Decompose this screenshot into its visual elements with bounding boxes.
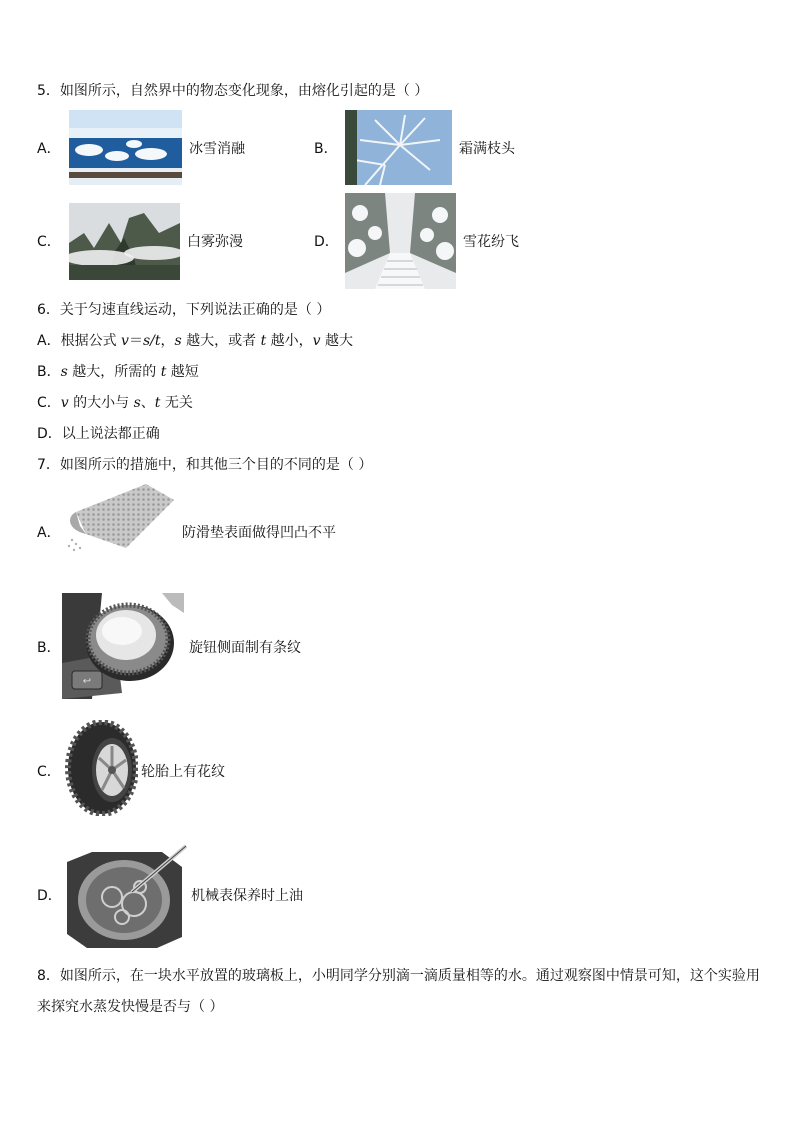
- q7-option-c-caption: 轮胎上有花纹: [141, 764, 225, 780]
- q7-option-a-caption: 防滑垫表面做得凹凸不平: [182, 525, 336, 541]
- q6-option-b: B．s 越大，所需的 t 越短: [37, 364, 199, 380]
- q8-stem-line-1: 8．如图所示，在一块水平放置的玻璃板上，小明同学分别滴一滴质量相等的水。通过观察图中情景可知，这个实验用: [37, 968, 760, 984]
- q5-option-a-letter: A．: [37, 141, 61, 157]
- q6-option-c: C．v 的大小与 s、t 无关: [37, 395, 193, 411]
- frost-branch-photo: [345, 110, 452, 185]
- q6-option-a: A．根据公式 v＝s/t，s 越大，或者 t 越小，v 越大: [37, 333, 354, 349]
- q6-stem: 6．关于匀速直线运动，下列说法正确的是（ ）: [37, 302, 331, 318]
- q5-option-d-caption: 雪花纷飞: [463, 234, 519, 250]
- q7-stem: 7．如图所示的措施中，和其他三个目的不同的是（ ）: [37, 457, 373, 473]
- q7-option-b-caption: 旋钮侧面制有条纹: [189, 640, 301, 656]
- q7-option-d-caption: 机械表保养时上油: [191, 888, 303, 904]
- q5-option-a-caption: 冰雪消融: [189, 141, 245, 157]
- foggy-mountain-photo: [69, 203, 180, 280]
- q5-stem: 5．如图所示，自然界中的物态变化现象，由熔化引起的是（ ）: [37, 83, 429, 99]
- q8-stem-line-2: 来探究水蒸发快慢是否与（ ）: [37, 999, 224, 1015]
- q7-option-c-letter: C．: [37, 764, 61, 780]
- snowy-path-photo: [345, 193, 456, 289]
- anti-slip-mat-photo: [66, 482, 176, 552]
- q7-option-a-letter: A．: [37, 525, 61, 541]
- watch-oiling-photo: [62, 842, 188, 950]
- melting-snow-photo: [69, 110, 182, 185]
- q5-option-b-caption: 霜满枝头: [459, 141, 515, 157]
- q5-option-c-letter: C．: [37, 234, 61, 250]
- q5-option-c-caption: 白雾弥漫: [187, 234, 243, 250]
- q7-option-b-letter: B．: [37, 640, 61, 656]
- q7-option-d-letter: D．: [37, 888, 62, 904]
- knob-photo: [62, 593, 184, 699]
- q5-option-d-letter: D．: [314, 234, 339, 250]
- q6-option-d: D．以上说法都正确: [37, 426, 160, 442]
- svg-text:↩: ↩: [82, 676, 92, 687]
- tire-photo: [62, 720, 138, 816]
- q5-option-b-letter: B．: [314, 141, 338, 157]
